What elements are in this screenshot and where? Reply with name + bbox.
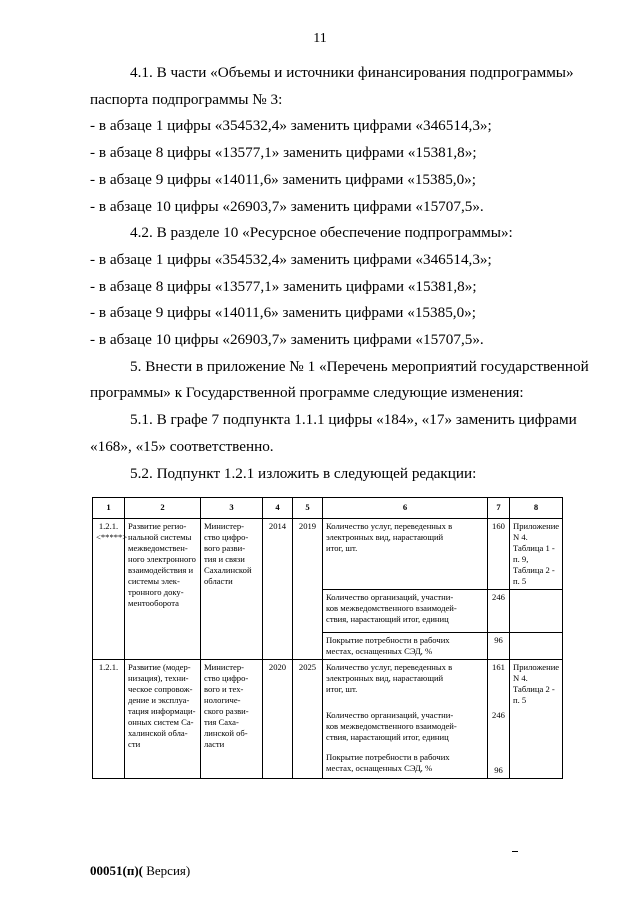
cell-indicator: Количество услуг, переведенных в электронных вид, нарастающий итог, шт. — [323, 660, 488, 709]
cell-end: 2025 — [293, 660, 323, 779]
paragraph-line: - в абзаце 10 цифры «26903,7» заменить цифрами «15707,5». — [90, 197, 484, 215]
paragraph-line: - в абзаце 1 цифры «354532,4» заменить цифрами «346514,3»; — [90, 250, 492, 268]
paragraph-line: 4.2. В разделе 10 «Ресурсное обеспечение подпрограммы»: — [130, 224, 513, 242]
cell-value: 246 — [488, 590, 510, 633]
measures-table — [92, 497, 563, 779]
cell-indicator: Покрытие потребности в рабочих местах, оснащенных СЭД, % — [323, 750, 488, 779]
cell-indicator: Количество организаций, участни- ков межведомственного взаимодей- ствия, нарастающий итог, единиц — [323, 590, 488, 633]
cell-value: 96 — [488, 633, 510, 660]
paragraph-line: 5. Внести в приложение № 1 «Перечень мероприятий государственной — [130, 357, 589, 375]
cell-reference — [510, 590, 563, 633]
table-header-row — [93, 498, 563, 519]
cell-reference: Приложение N 4. Таблица 1 - п. 9, Таблица 2 - п. 5 — [510, 519, 563, 590]
table-row — [93, 660, 563, 709]
cell-reference — [510, 750, 563, 779]
paragraph-line: «168», «15» соответственно. — [90, 437, 274, 455]
cell-end: 2019 — [293, 519, 323, 660]
table-row — [93, 519, 563, 590]
cell-reference — [510, 708, 563, 750]
header-cell: 1 — [93, 498, 125, 519]
cell-exec: Министер- ство цифро- вого и тех- нологиче- ского разви- тия Саха- линской об- ласти — [201, 660, 263, 779]
header-cell: 4 — [263, 498, 293, 519]
cell-value: 160 — [488, 519, 510, 590]
paragraph-line: - в абзаце 8 цифры «13577,1» заменить цифрами «15381,8»; — [90, 277, 477, 295]
cell-exec: Министер- ство цифро- вого разви- тия и связи Сахалинской области — [201, 519, 263, 660]
cell-start: 2020 — [263, 660, 293, 779]
paragraph-line: 4.1. В части «Объемы и источники финансирования подпрограммы» — [130, 64, 574, 81]
header-cell: 2 — [125, 498, 201, 519]
header-cell: 7 — [488, 498, 510, 519]
cell-value: 96 — [488, 750, 510, 779]
cell-reference: Приложение N 4. Таблица 2 - п. 5 — [510, 660, 563, 709]
paragraph-line: программы» к Государственной программе следующие изменения: — [90, 384, 524, 402]
paragraph-line: - в абзаце 10 цифры «26903,7» заменить цифрами «15707,5». — [90, 331, 484, 348]
cell-value: 246 — [488, 708, 510, 750]
cell-name: Развитие (модер- низация), техни- ческое сопровож- дение и эксплуа- тация информаци- онных систем Са- халинской обла- сти — [125, 660, 201, 779]
paragraph-line: 5.2. Подпункт 1.2.1 изложить в следующей редакции: — [130, 464, 477, 482]
paragraph-line: 5.1. В графе 7 подпункта 1.1.1 цифры «184», «17» заменить цифрами — [130, 411, 577, 429]
cell-num: 1.2.1. <*****> — [93, 519, 125, 660]
header-cell: 6 — [323, 498, 488, 519]
cell-indicator: Количество организаций, участни- ков межведомственного взаимодей- ствия, нарастающий итог, единиц — [323, 708, 488, 750]
scan-mark — [512, 851, 518, 852]
cell-indicator: Количество услуг, переведенных в электронных вид, нарастающий итог, шт. — [323, 519, 488, 590]
header-cell: 3 — [201, 498, 263, 519]
paragraph-line: - в абзаце 9 цифры «14011,6» заменить цифрами «15385,0»; — [90, 170, 476, 188]
footer-code: 00051(п)( Версия) — [90, 863, 191, 878]
paragraph-line: - в абзаце 8 цифры «13577,1» заменить цифрами «15381,8»; — [90, 144, 477, 162]
cell-indicator: Покрытие потребности в рабочих местах, оснащенных СЭД, % — [323, 633, 488, 660]
header-cell: 5 — [293, 498, 323, 519]
cell-reference — [510, 633, 563, 660]
header-cell: 8 — [510, 498, 563, 519]
cell-name: Развитие регио- нальной системы межведомствен- ного электронного взаимодействия и системы элек- тронного доку- ментооборота — [125, 519, 201, 660]
page-number: 11 — [313, 31, 327, 46]
paragraph-line: - в абзаце 9 цифры «14011,6» заменить цифрами «15385,0»; — [90, 304, 476, 322]
cell-value: 161 — [488, 660, 510, 709]
paragraph-line: - в абзаце 1 цифры «354532,4» заменить цифрами «346514,3»; — [90, 117, 492, 135]
cell-num: 1.2.1. — [93, 660, 125, 779]
cell-start: 2014 — [263, 519, 293, 660]
paragraph-line: паспорта подпрограммы № 3: — [90, 90, 283, 108]
